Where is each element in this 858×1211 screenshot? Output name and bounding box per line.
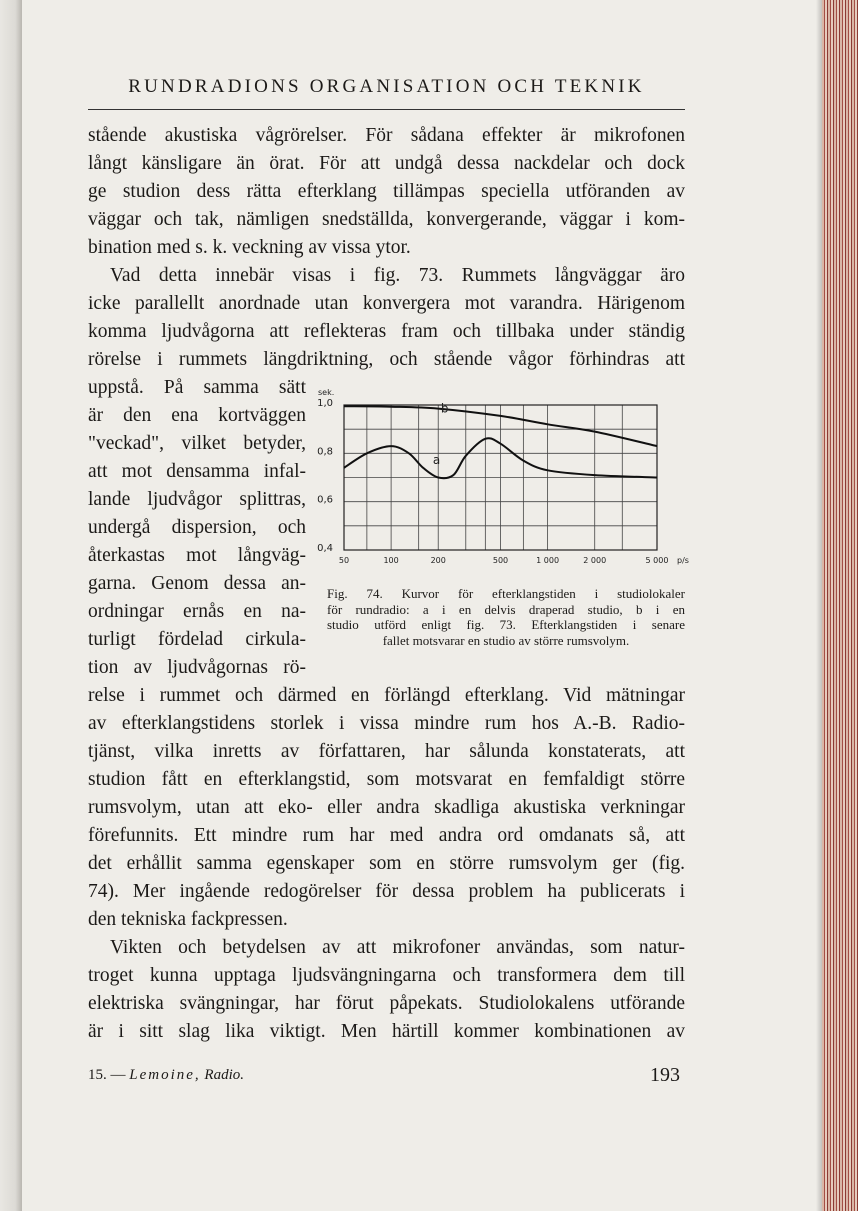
book-page-edges: [822, 0, 858, 1211]
text-line: är i sitt slag lika viktigt. Men härtill kommer kombinationen av: [88, 1021, 685, 1042]
text-line: komma ljudvågorna att reflekteras fram och tillbaka under ständig: [88, 321, 685, 342]
x-tick-label: 5 000: [645, 556, 669, 565]
y-tick-label: 1,0: [317, 398, 333, 409]
x-tick-label: 50: [338, 556, 350, 565]
text-line: troget kunna upptaga ljudsvängningarna och transformera dem till: [88, 965, 685, 986]
running-head: RUNDRADIONS ORGANISATION OCH TEKNIK: [128, 76, 645, 97]
text-line: studion fått en efterklangstid, som motsvarat en femfaldigt större: [88, 769, 685, 790]
text-line: rumsvolym, utan att eko- eller andra skadliga akustiska verkningar: [88, 797, 685, 818]
reverberation-chart: [310, 382, 705, 582]
text-line: väggar och tak, nämligen snedställda, konvergerande, väggar i kom-: [88, 209, 685, 230]
text-line: att mot densamma infal-: [88, 461, 306, 482]
x-tick-label: 2 000: [583, 556, 607, 565]
text-line: ge studion dess rätta efterklang tillämpas speciella utföranden av: [88, 181, 685, 202]
text-line: är den ena kortväggen: [88, 405, 306, 426]
footer-chapter: 15. —: [88, 1067, 126, 1083]
page-number: 193: [650, 1064, 680, 1086]
caption-line: för rundradio: a i en delvis draperad studio, b i en: [327, 601, 685, 617]
x-tick-label: 200: [430, 556, 446, 565]
paragraph-block-1: [88, 122, 685, 374]
text-line: uppstå. På samma sätt: [88, 377, 306, 398]
text-line: tjänst, vilka inretts av författaren, har sålunda konstaterats, att: [88, 741, 685, 762]
series-label-a: a: [432, 453, 441, 468]
text-line: stående akustiska vågrörelser. För sådana effekter är mikrofonen: [88, 125, 685, 146]
caption-line: studio utförd enligt fig. 73. Efterklangstiden i senare: [327, 617, 685, 632]
text-line: Vikten och betydelsen av att mikrofoner användas, som natur-: [110, 937, 685, 958]
text-line: rörelse i rummets längdriktning, och stående vågor förhindras att: [88, 349, 685, 370]
text-line: tion av ljudvågornas rö-: [88, 657, 306, 678]
series-label-b: b: [440, 401, 449, 416]
text-line: bination med s. k. veckning av vissa ytor.: [88, 237, 411, 258]
x-tick-label: 1 000: [536, 556, 560, 565]
text-line: lande ljudvågor splittras,: [88, 489, 306, 510]
text-line: turligt fördelad cirkula-: [88, 629, 306, 650]
text-line: elektriska svängningar, har förut påpekats. Studiolokalens utförande: [88, 993, 685, 1014]
text-line: relse i rummet och därmed en förlängd efterklang. Vid mätningar: [88, 685, 685, 706]
paragraph-block-2: [88, 374, 306, 682]
footer-title: Radio.: [204, 1067, 245, 1083]
text-line: garna. Genom dessa an-: [88, 573, 306, 594]
text-line: den tekniska fackpressen.: [88, 909, 288, 930]
text-line: återkastas mot långväg-: [88, 545, 306, 566]
y-tick-label: 0,4: [317, 543, 333, 554]
text-line: förefunnits. Ett mindre rum har med andra ord omdanats så, att: [88, 825, 685, 846]
x-tick-label: 100: [383, 556, 399, 565]
text-line: långt känsligare än örat. För att undgå dessa nackdelar och dock: [88, 153, 685, 174]
book-spine-left: [0, 0, 22, 1211]
figure-caption: [327, 586, 685, 648]
text-line: av efterklangstidens storlek i vissa mindre rum hos A.-B. Radio-: [88, 713, 685, 734]
y-axis-unit: sek.: [318, 388, 335, 397]
text-line: Vad detta innebär visas i fig. 73. Rummets långväggar äro: [110, 265, 685, 286]
text-line: det erhållit samma egenskaper som en större rumsvolym ger (fig.: [88, 853, 685, 874]
x-tick-label: 500: [492, 556, 509, 565]
text-line: 74). Mer ingående redogörelser för dessa problem ha publicerats i: [88, 881, 685, 902]
text-line: undergå dispersion, och: [88, 517, 306, 538]
y-tick-label: 0,6: [317, 494, 333, 506]
paragraph-block-3: [88, 682, 685, 934]
caption-line: Fig. 74. Kurvor för efterklangstiden i studiolokaler: [327, 586, 685, 601]
text-line: icke parallellt anordnade utan konvergera mot varandra. Härigenom: [88, 293, 685, 314]
x-axis-unit: p/s: [677, 556, 689, 565]
y-tick-label: 0,8: [317, 446, 333, 458]
text-line: "veckad", vilket betyder,: [88, 433, 306, 454]
footer-author: Lemoine,: [129, 1067, 201, 1083]
header-rule: [88, 109, 685, 110]
caption-line: fallet motsvarar en studio av större rumsvolym.: [382, 632, 630, 648]
paragraph-block-4: [88, 934, 685, 1046]
footer-signature: [88, 1067, 244, 1084]
text-line: ordningar ernås en na-: [88, 601, 306, 622]
